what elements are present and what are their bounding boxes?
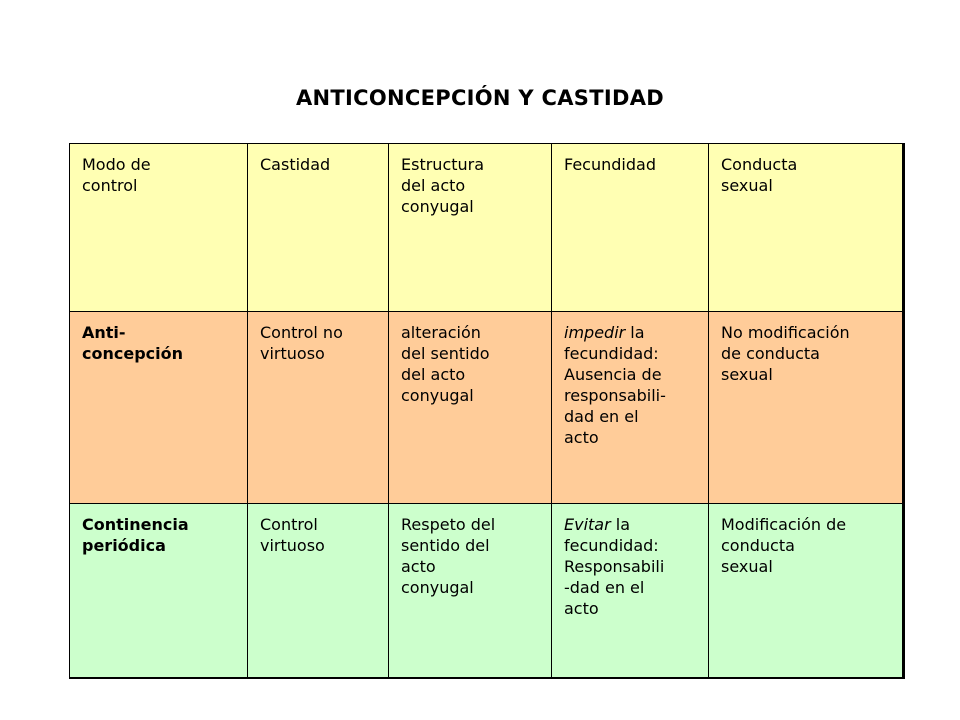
cell-text: responsabili- xyxy=(564,386,666,405)
header-text: Modo de xyxy=(82,155,151,174)
cell-estructura xyxy=(388,312,551,503)
header-text: Castidad xyxy=(260,155,331,174)
header-castidad xyxy=(247,144,388,311)
cell-fecundidad xyxy=(551,312,708,503)
cell-text-first-line xyxy=(564,322,708,343)
cell-text: Responsabili xyxy=(564,557,665,576)
cell-text: fecundidad: xyxy=(564,344,659,363)
cell-estructura xyxy=(388,504,551,677)
cell-text: conducta xyxy=(721,536,795,555)
header-estructura xyxy=(388,144,551,311)
cell-text: conyugal xyxy=(401,386,474,405)
emphasis-text: impedir xyxy=(564,323,626,342)
cell-text: Respeto del xyxy=(401,515,496,534)
row-label-text: periódica xyxy=(82,536,166,555)
row-label-text: Continencia xyxy=(82,515,189,534)
cell-text: No modificación xyxy=(721,323,850,342)
cell-text: fecundidad: xyxy=(564,536,659,555)
header-text: conyugal xyxy=(401,197,474,216)
cell-text: alteración xyxy=(401,323,481,342)
cell-text: virtuoso xyxy=(260,536,325,555)
row-label-text: Anti- xyxy=(82,323,126,342)
cell-text: la xyxy=(610,515,631,534)
header-text: control xyxy=(82,176,138,195)
header-text: del acto xyxy=(401,176,466,195)
header-text: Conducta xyxy=(721,155,798,174)
slide-title: ANTICONCEPCIÓN Y CASTIDAD xyxy=(296,86,664,110)
header-modo-de-control xyxy=(70,144,247,311)
cell-text: sentido del xyxy=(401,536,490,555)
cell-text: dad en el xyxy=(564,407,639,426)
row-label-continencia xyxy=(70,504,247,677)
cell-text: virtuoso xyxy=(260,344,325,363)
header-fecundidad xyxy=(551,144,708,311)
header-text: Estructura xyxy=(401,155,485,174)
cell-text: sexual xyxy=(721,365,773,384)
cell-text-first-line xyxy=(564,514,708,535)
emphasis-text: Evitar xyxy=(564,515,611,534)
cell-text: Ausencia de xyxy=(564,365,662,384)
cell-text: de conducta xyxy=(721,344,820,363)
row-label-text: concepción xyxy=(82,344,184,363)
comparison-table xyxy=(69,143,905,679)
header-conducta-sexual xyxy=(708,144,902,311)
table-row-continencia-periodica xyxy=(70,503,902,677)
cell-text: Control no xyxy=(260,323,343,342)
table-header-row xyxy=(70,144,902,311)
header-text: Fecundidad xyxy=(564,155,656,174)
header-text: sexual xyxy=(721,176,773,195)
cell-text: la xyxy=(625,323,645,342)
cell-text: acto xyxy=(401,557,436,576)
cell-castidad xyxy=(247,312,388,503)
cell-text: Control xyxy=(260,515,318,534)
cell-fecundidad xyxy=(551,504,708,677)
cell-castidad xyxy=(247,504,388,677)
cell-text: del acto xyxy=(401,365,466,384)
cell-conducta xyxy=(708,504,902,677)
cell-text: acto xyxy=(564,428,599,447)
cell-conducta xyxy=(708,312,902,503)
cell-text: conyugal xyxy=(401,578,474,597)
cell-text: acto xyxy=(564,599,599,618)
cell-text: del sentido xyxy=(401,344,490,363)
cell-text: -dad en el xyxy=(564,578,645,597)
table-row-anticoncepcion xyxy=(70,311,902,503)
row-label-anticoncepcion xyxy=(70,312,247,503)
cell-text: sexual xyxy=(721,557,773,576)
cell-text: Modificación de xyxy=(721,515,847,534)
